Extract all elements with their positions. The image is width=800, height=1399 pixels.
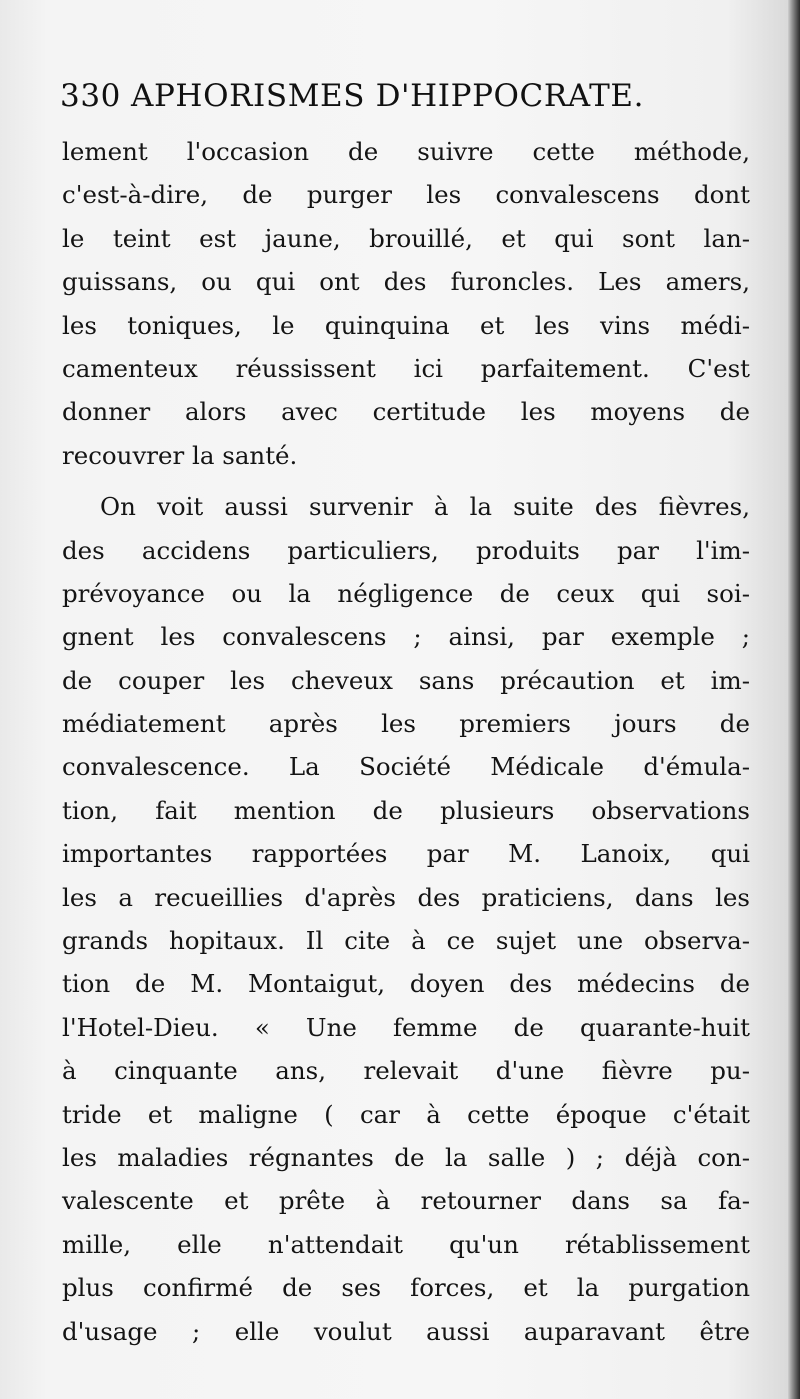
text-line: lement l'occasion de suivre cette méthode,	[62, 137, 750, 166]
text-line: plus confirmé de ses forces, et la purgation	[62, 1273, 750, 1303]
text-line: importantes rapportées par M. Lanoix, qui	[62, 839, 750, 869]
text-line: recouvrer la santé.	[62, 440, 298, 470]
text-line: donner alors avec certitude les moyens de	[62, 397, 750, 427]
text-line: tion, fait mention de plusieurs observations	[62, 795, 750, 825]
text-line: le teint est jaune, brouillé, et qui sont lan-	[62, 223, 750, 253]
text-line: médiatement après les premiers jours de	[62, 709, 750, 739]
text-line: des accidens particuliers, produits par l'im-	[62, 535, 750, 565]
text-line: de couper les cheveux sans précaution et im-	[62, 665, 750, 695]
text-line: c'est-à-dire, de purger les convalescens dont	[62, 180, 750, 210]
text-line: à cinquante ans, relevait d'une fièvre pu-	[62, 1056, 750, 1086]
text-line: prévoyance ou la négligence de ceux qui soi-	[62, 578, 750, 608]
text-line: tride et maligne ( car à cette époque c'était	[62, 1099, 750, 1129]
body-text	[62, 130, 750, 1353]
text-line: camenteux réussissent ici parfaitement. C'est	[62, 353, 750, 383]
text-line: gnent les convalescens ; ainsi, par exemple ;	[62, 622, 750, 652]
text-line: mille, elle n'attendait qu'un rétablissement	[62, 1229, 750, 1259]
running-title: APHORISMES D'HIPPOCRATE.	[130, 78, 645, 114]
text-line: On voit aussi survenir à la suite des fièvres,	[100, 492, 750, 522]
text-line: guissans, ou qui ont des furoncles. Les amers,	[62, 267, 750, 297]
text-line: tion de M. Montaigut, doyen des médecins de	[62, 969, 750, 999]
text-line: d'usage ; elle voulut aussi auparavant être	[62, 1316, 750, 1346]
page-edge-shadow	[788, 0, 800, 1399]
text-line: les maladies régnantes de la salle ) ; déjà con-	[62, 1142, 750, 1172]
text-line: les a recueillies d'après des praticiens, dans les	[62, 882, 750, 912]
text-line: grands hopitaux. Il cite à ce sujet une observa-	[62, 926, 750, 956]
text-line: valescente et prête à retourner dans sa fa-	[62, 1186, 750, 1216]
text-line: les toniques, le quinquina et les vins médi-	[62, 310, 750, 340]
text-line: convalescence. La Société Médicale d'émula-	[62, 752, 750, 782]
text-line: l'Hotel-Dieu. « Une femme de quarante-huit	[62, 1012, 750, 1042]
page-number: 330	[60, 78, 121, 114]
running-header	[60, 78, 740, 128]
